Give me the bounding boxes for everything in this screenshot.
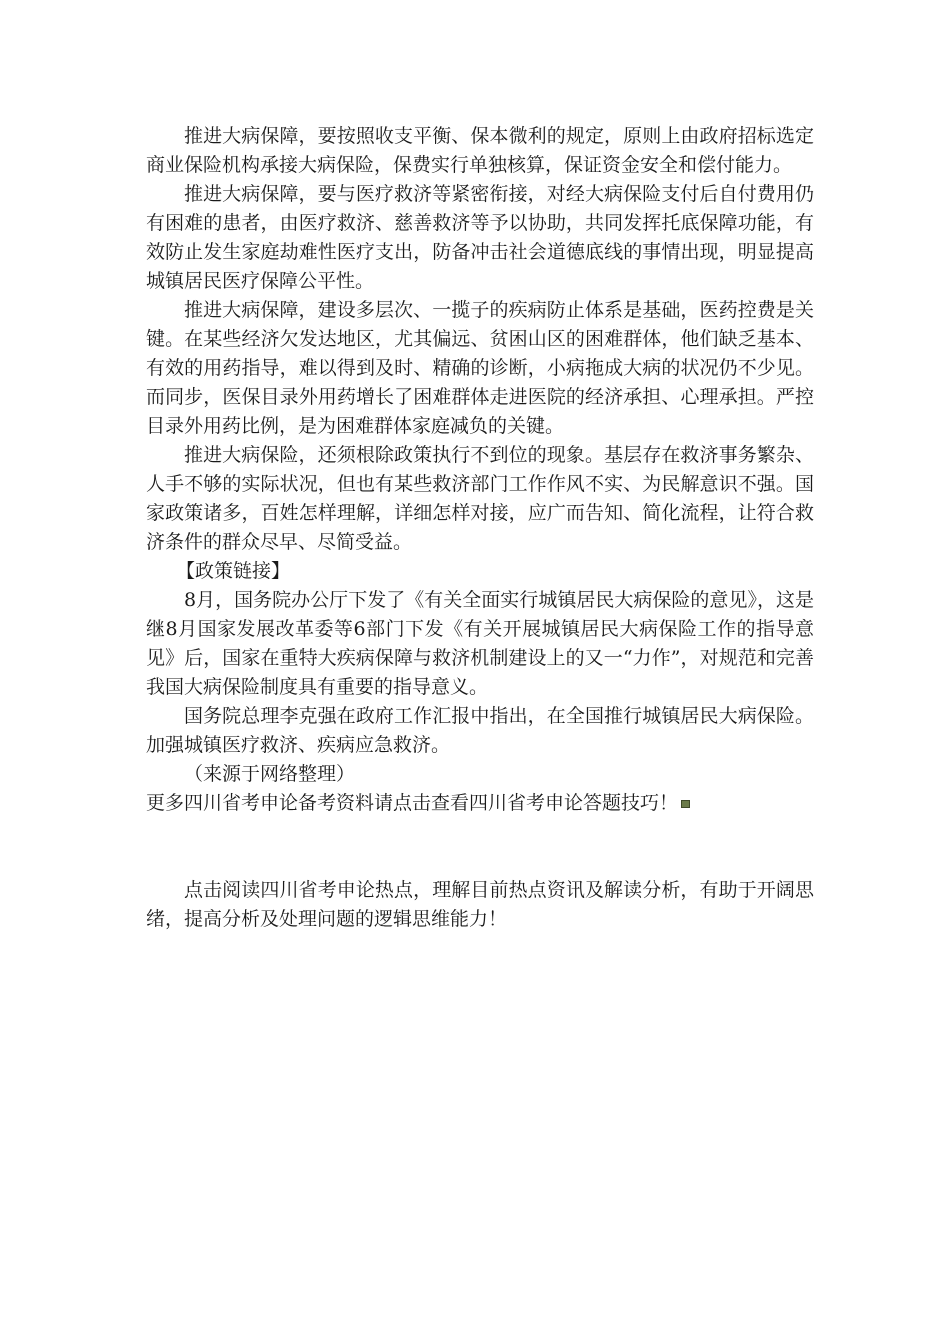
closing-paragraph: 点击阅读四川省考申论热点，理解目前热点资讯及解读分析，有助于开阔思绪，提高分析及处理问题的逻辑思维能力！ <box>146 879 814 930</box>
more-resources-line <box>146 789 814 818</box>
body-paragraph-2: 推进大病保障，要与医疗救济等紧密衔接，对经大病保险支付后自付费用仍有困难的患者，由医疗救济、慈善救济等予以协助，共同发挥托底保障功能，有效防止发生家庭劫难性医疗支出，防备冲击社会道德底线的事情出现，明显提高城镇居民医疗保障公平性。 <box>146 183 814 292</box>
policy-paragraph-2: 国务院总理李克强在政府工作汇报中指出，在全国推行城镇居民大病保险。加强城镇医疗救济、疾病应急救济。 <box>146 705 814 756</box>
body-paragraph-4: 推进大病保险，还须根除政策执行不到位的现象。基层存在救济事务繁杂、人手不够的实际状况，但也有某些救济部门工作作风不实、为民解意识不强。国家政策诸多，百姓怎样理解，详细怎样对接，应广而告知、简化流程，让符合救济条件的群众尽早、尽简受益。 <box>146 444 814 553</box>
more-resources-link[interactable]: 更多四川省考申论备考资料请点击查看四川省考申论答题技巧！ <box>146 792 679 814</box>
policy-paragraph-1: 8月，国务院办公厅下发了《有关全面实行城镇居民大病保险的意见》，这是继8月国家发展改革委等6部门下发《有关开展城镇居民大病保险工作的指导意见》后，国家在重特大疾病保障与救济机制建设上的又一“力作”，对规范和完善我国大病保险制度具有重要的指导意义。 <box>146 589 814 698</box>
body-paragraph-1: 推进大病保障，要按照收支平衡、保本微利的规定，原则上由政府招标选定商业保险机构承接大病保险，保费实行单独核算，保证资金安全和偿付能力。 <box>146 125 814 176</box>
source-note: （来源于网络整理） <box>184 763 356 785</box>
inline-image-icon <box>681 800 690 808</box>
document-page <box>146 122 814 934</box>
body-paragraph-3: 推进大病保障，建设多层次、一揽子的疾病防止体系是基础，医药控费是关键。在某些经济欠发达地区，尤其偏远、贫困山区的困难群体，他们缺乏基本、有效的用药指导，难以得到及时、精确的诊断，小病拖成大病的状况仍不少见。而同步，医保目录外用药增长了困难群体走进医院的经济承担、心理承担。严控目录外用药比例，是为困难群体家庭减负的关键。 <box>146 299 814 437</box>
spacer <box>146 818 814 876</box>
policy-heading: 【政策链接】 <box>176 560 291 582</box>
